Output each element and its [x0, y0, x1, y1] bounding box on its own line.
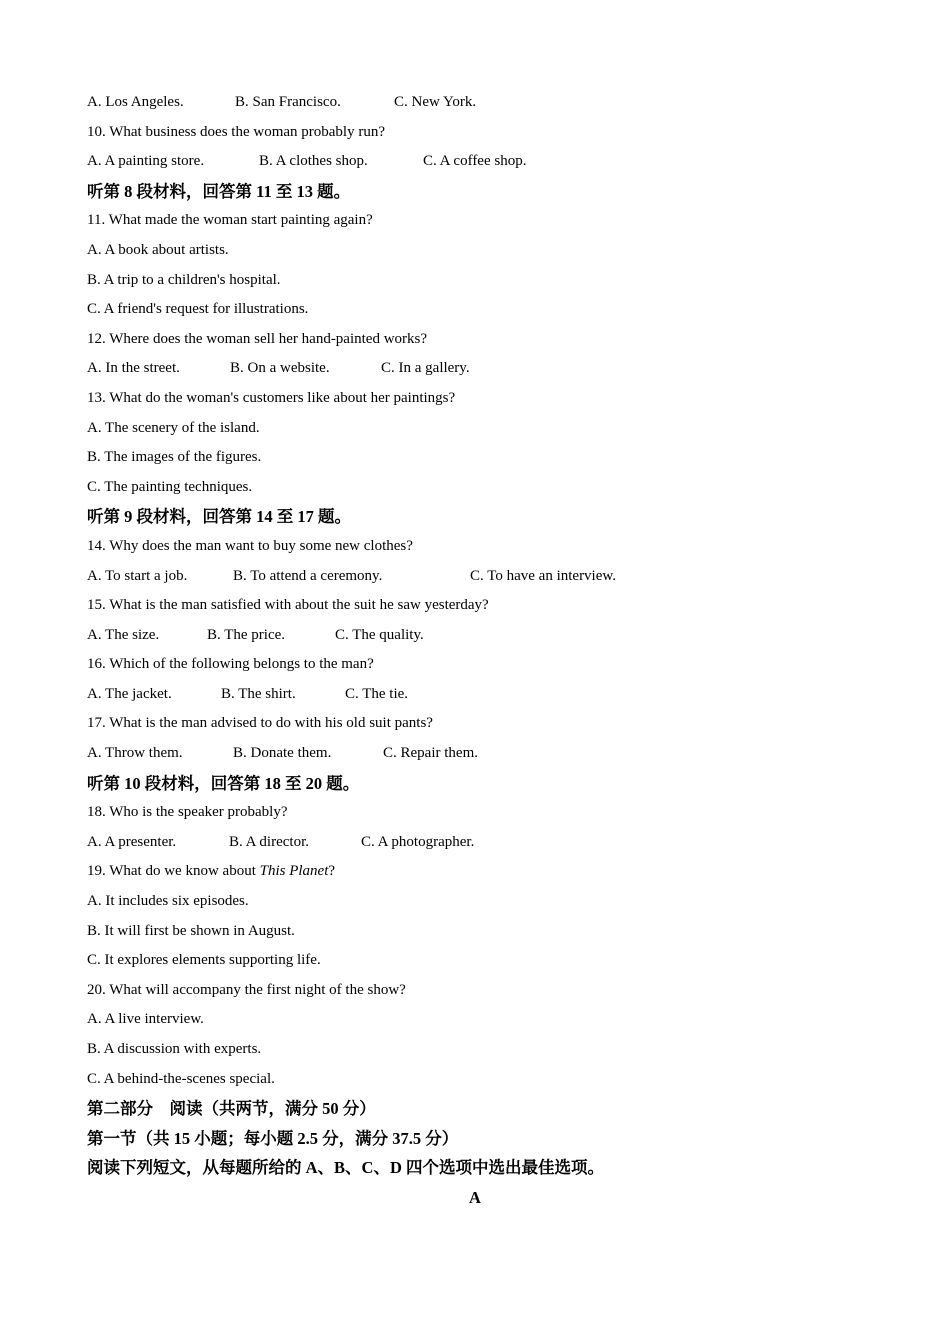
section10-heading: 听第 10 段材料，回答第 18 至 20 题。: [87, 773, 360, 793]
q15-option-c: C. The quality.: [335, 626, 424, 643]
section8-heading: 听第 8 段材料，回答第 11 至 13 题。: [87, 181, 351, 201]
q10-option-a: A. A painting store.: [87, 153, 205, 170]
q20-option-b: B. A discussion with experts.: [87, 1041, 262, 1057]
q11-option-b: B. A trip to a children's hospital.: [87, 271, 281, 288]
q9-option-c: C. New York.: [394, 94, 477, 110]
q13-option-b: B. The images of the figures.: [87, 449, 262, 466]
q19-question: [87, 857, 877, 887]
q20-option-c: C. A behind-the-scenes special.: [87, 1070, 275, 1087]
q12-option-b: B. On a website.: [230, 360, 330, 377]
q19-option-c: C. It explores elements supporting life.: [87, 952, 321, 969]
q15-question: 15. What is the man satisfied with about the suit he saw yesterday?: [87, 597, 489, 614]
q18-options: [87, 828, 877, 858]
q11-option-a: A. A book about artists.: [87, 241, 229, 258]
q17-option-b: B. Donate them.: [233, 745, 332, 762]
section9-heading: 听第 9 段材料，回答第 14 至 17 题。: [87, 507, 351, 527]
q11-option-c: C. A friend's request for illustrations.: [87, 301, 309, 318]
q14-option-c: C. To have an interview.: [470, 567, 616, 584]
q17-option-a: A. Throw them.: [87, 745, 183, 762]
q16-option-b: B. The shirt.: [221, 685, 296, 702]
q10-options: [87, 147, 877, 177]
q19-option-a: A. It includes six episodes.: [87, 893, 249, 910]
q19-option-b: B. It will first be shown in August.: [87, 922, 295, 939]
q17-question: 17. What is the man advised to do with his old suit pants?: [87, 715, 433, 732]
q16-question: 16. Which of the following belongs to the man?: [87, 656, 374, 673]
q15-option-a: A. The size.: [87, 626, 160, 643]
q9-option-b: B. San Francisco.: [235, 94, 341, 110]
q16-option-c: C. The tie.: [345, 685, 409, 702]
passage-label: A: [469, 1187, 481, 1207]
q10-option-b: B. A clothes shop.: [259, 153, 368, 170]
q15-option-b: B. The price.: [207, 626, 286, 643]
q9-options: [87, 88, 877, 118]
q18-option-b: B. A director.: [229, 833, 309, 850]
part2-section1-heading: 第一节（共 15 小题；每小题 2.5 分，满分 37.5 分）: [87, 1128, 459, 1148]
q9-option-a: A. Los Angeles.: [87, 94, 184, 110]
q20-option-a: A. A live interview.: [87, 1011, 204, 1028]
q12-option-c: C. In a gallery.: [381, 360, 470, 377]
q18-option-c: C. A photographer.: [361, 833, 475, 850]
q11-question: 11. What made the woman start painting again?: [87, 212, 373, 229]
q12-options: [87, 354, 877, 384]
q12-question: 12. Where does the woman sell her hand-painted works?: [87, 330, 428, 347]
part2-heading: 第二部分 阅读（共两节，满分 50 分）: [87, 1099, 376, 1119]
q15-options: [87, 621, 877, 651]
exam-page: [87, 88, 877, 1213]
reading-instruction: 阅读下列短文，从每题所给的 A、B、C、D 四个选项中选出最佳选项。: [87, 1158, 605, 1178]
q10-question: 10. What business does the woman probably run?: [87, 123, 386, 140]
q17-option-c: C. Repair them.: [383, 745, 478, 762]
q14-options: [87, 562, 877, 592]
q19-question-suffix: ?: [328, 863, 336, 880]
q18-option-a: A. A presenter.: [87, 833, 177, 850]
q13-question: 13. What do the woman's customers like about her paintings?: [87, 389, 456, 406]
q14-question: 14. Why does the man want to buy some new clothes?: [87, 537, 413, 554]
q20-question: 20. What will accompany the first night of the show?: [87, 981, 406, 998]
q12-option-a: A. In the street.: [87, 360, 180, 377]
q18-question: 18. Who is the speaker probably?: [87, 804, 288, 821]
q10-option-c: C. A coffee shop.: [423, 153, 527, 170]
q17-options: [87, 739, 877, 769]
q14-option-b: B. To attend a ceremony.: [233, 567, 383, 584]
q19-question-prefix: 19. What do we know about: [87, 863, 260, 880]
q16-option-a: A. The jacket.: [87, 685, 172, 702]
q19-question-title: This Planet: [259, 863, 329, 880]
q16-options: [87, 680, 877, 710]
q13-option-c: C. The painting techniques.: [87, 478, 253, 495]
q14-option-a: A. To start a job.: [87, 567, 188, 584]
q13-option-a: A. The scenery of the island.: [87, 419, 260, 436]
